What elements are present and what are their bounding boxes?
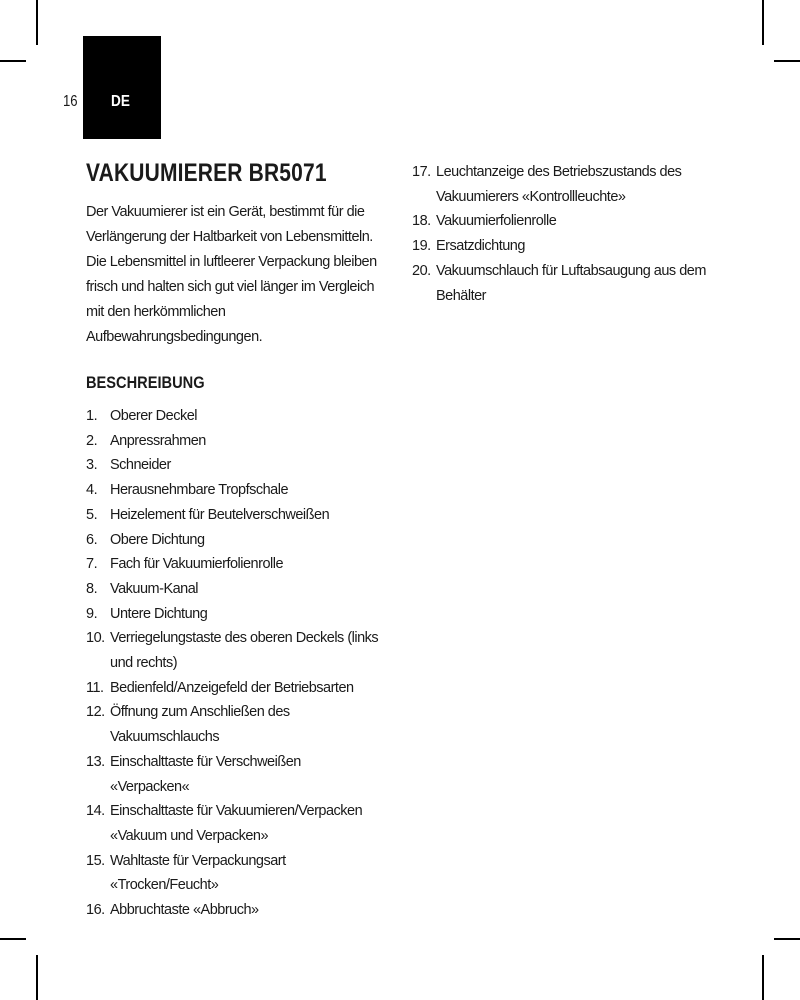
list-item	[86, 626, 381, 675]
list-item-number: 8.	[86, 580, 98, 597]
list-item-text: Ersatzdichtung	[436, 238, 525, 255]
language-label: DE	[111, 93, 130, 110]
list-item	[86, 528, 381, 553]
list-item-text: Abbruchtaste «Abbruch»	[110, 902, 259, 919]
list-item-text: Einschalttaste für Verschweißen «Verpacken«	[110, 753, 301, 795]
crop-mark-top-left-vertical	[36, 0, 38, 45]
crop-mark-top-right-horizontal	[774, 60, 800, 62]
list-item	[86, 478, 381, 503]
list-item-text: Oberer Deckel	[110, 408, 197, 424]
list-item	[86, 602, 381, 627]
parts-list-left	[86, 404, 381, 923]
crop-mark-bottom-right-vertical	[762, 955, 764, 1000]
list-item-number: 7.	[86, 556, 98, 573]
list-item-text: Einschalttaste für Vakuumieren/Verpacken «Vakuum und Verpacken»	[110, 803, 363, 844]
list-item	[86, 750, 381, 799]
list-item-text: Wahltaste für Verpackungsart «Trocken/Feucht»	[110, 852, 286, 894]
list-item	[86, 503, 381, 528]
crop-mark-bottom-left-horizontal	[0, 938, 26, 940]
list-item	[86, 453, 381, 478]
list-item	[86, 404, 381, 429]
list-item-number: 4.	[86, 482, 98, 499]
list-item	[412, 234, 712, 259]
list-item-text: Bedienfeld/Anzeigefeld der Betriebsarten	[110, 679, 354, 696]
crop-mark-bottom-right-horizontal	[774, 938, 800, 940]
list-item-text: Verriegelungstaste des oberen Deckels (links und rechts)	[110, 630, 379, 672]
crop-mark-bottom-left-vertical	[36, 955, 38, 1000]
list-item-number: 20.	[412, 262, 431, 279]
description-heading: BESCHREIBUNG	[86, 373, 205, 392]
list-item	[86, 429, 381, 454]
list-item-number: 16.	[86, 902, 105, 919]
language-tab	[83, 36, 161, 139]
list-item-number: 9.	[86, 605, 98, 622]
crop-mark-top-left-horizontal	[0, 60, 26, 62]
list-item-text: Fach für Vakuumierfolienrolle	[110, 556, 284, 573]
list-item-text: Heizelement für Beutelverschweißen	[110, 506, 330, 523]
list-item	[412, 160, 712, 209]
list-item-number: 19.	[412, 238, 431, 255]
list-item	[86, 552, 381, 577]
list-item-number: 3.	[86, 457, 98, 474]
list-item-number: 6.	[86, 531, 98, 548]
list-item	[86, 676, 381, 701]
intro-paragraph: Der Vakuumierer ist ein Gerät, bestimmt für die Verlängerung der Haltbarkeit von Lebensmitteln. Die Lebensmittel in luftleerer Verpackung bleiben frisch und halten sich gut viel länger im Vergleich mit den herkömmlichen Aufbewahrungsbedingungen.	[86, 204, 377, 345]
list-item	[86, 799, 381, 848]
list-item-text: Obere Dichtung	[110, 531, 205, 548]
list-item-text: Herausnehmbare Tropfschale	[110, 482, 289, 499]
list-item-number: 10.	[86, 630, 105, 647]
list-item-text: Vakuumschlauch für Luftabsaugung aus dem Behälter	[436, 262, 706, 304]
list-item-number: 2.	[86, 432, 98, 449]
right-column	[412, 160, 712, 308]
list-item-number: 5.	[86, 506, 98, 523]
list-item-number: 13.	[86, 753, 105, 770]
parts-list-right	[412, 160, 712, 308]
list-item-text: Öffnung zum Anschließen des Vakuumschlauchs	[110, 704, 290, 746]
list-item-text: Anpressrahmen	[110, 432, 206, 449]
list-item-text: Leuchtanzeige des Betriebszustands des Vakuumierers «Kontrollleuchte»	[436, 164, 682, 205]
list-item	[86, 700, 381, 749]
list-item	[86, 898, 381, 923]
list-item	[86, 849, 381, 898]
list-item	[412, 259, 712, 308]
list-item-number: 18.	[412, 213, 431, 230]
page-number: 16	[63, 93, 78, 110]
list-item-text: Schneider	[110, 457, 171, 474]
list-item	[412, 209, 712, 234]
list-item-number: 17.	[412, 164, 431, 180]
list-item-number: 11.	[86, 679, 104, 696]
list-item-number: 15.	[86, 852, 105, 869]
left-column	[86, 158, 381, 923]
list-item-number: 1.	[86, 408, 98, 424]
list-item-number: 12.	[86, 704, 105, 721]
list-item-text: Untere Dichtung	[110, 605, 208, 622]
list-item-text: Vakuumierfolienrolle	[436, 213, 557, 230]
list-item-number: 14.	[86, 803, 105, 820]
crop-mark-top-right-vertical	[762, 0, 764, 45]
list-item-text: Vakuum-Kanal	[110, 580, 199, 597]
page-title: VAKUUMIERER BR5071	[86, 159, 327, 187]
list-item	[86, 577, 381, 602]
